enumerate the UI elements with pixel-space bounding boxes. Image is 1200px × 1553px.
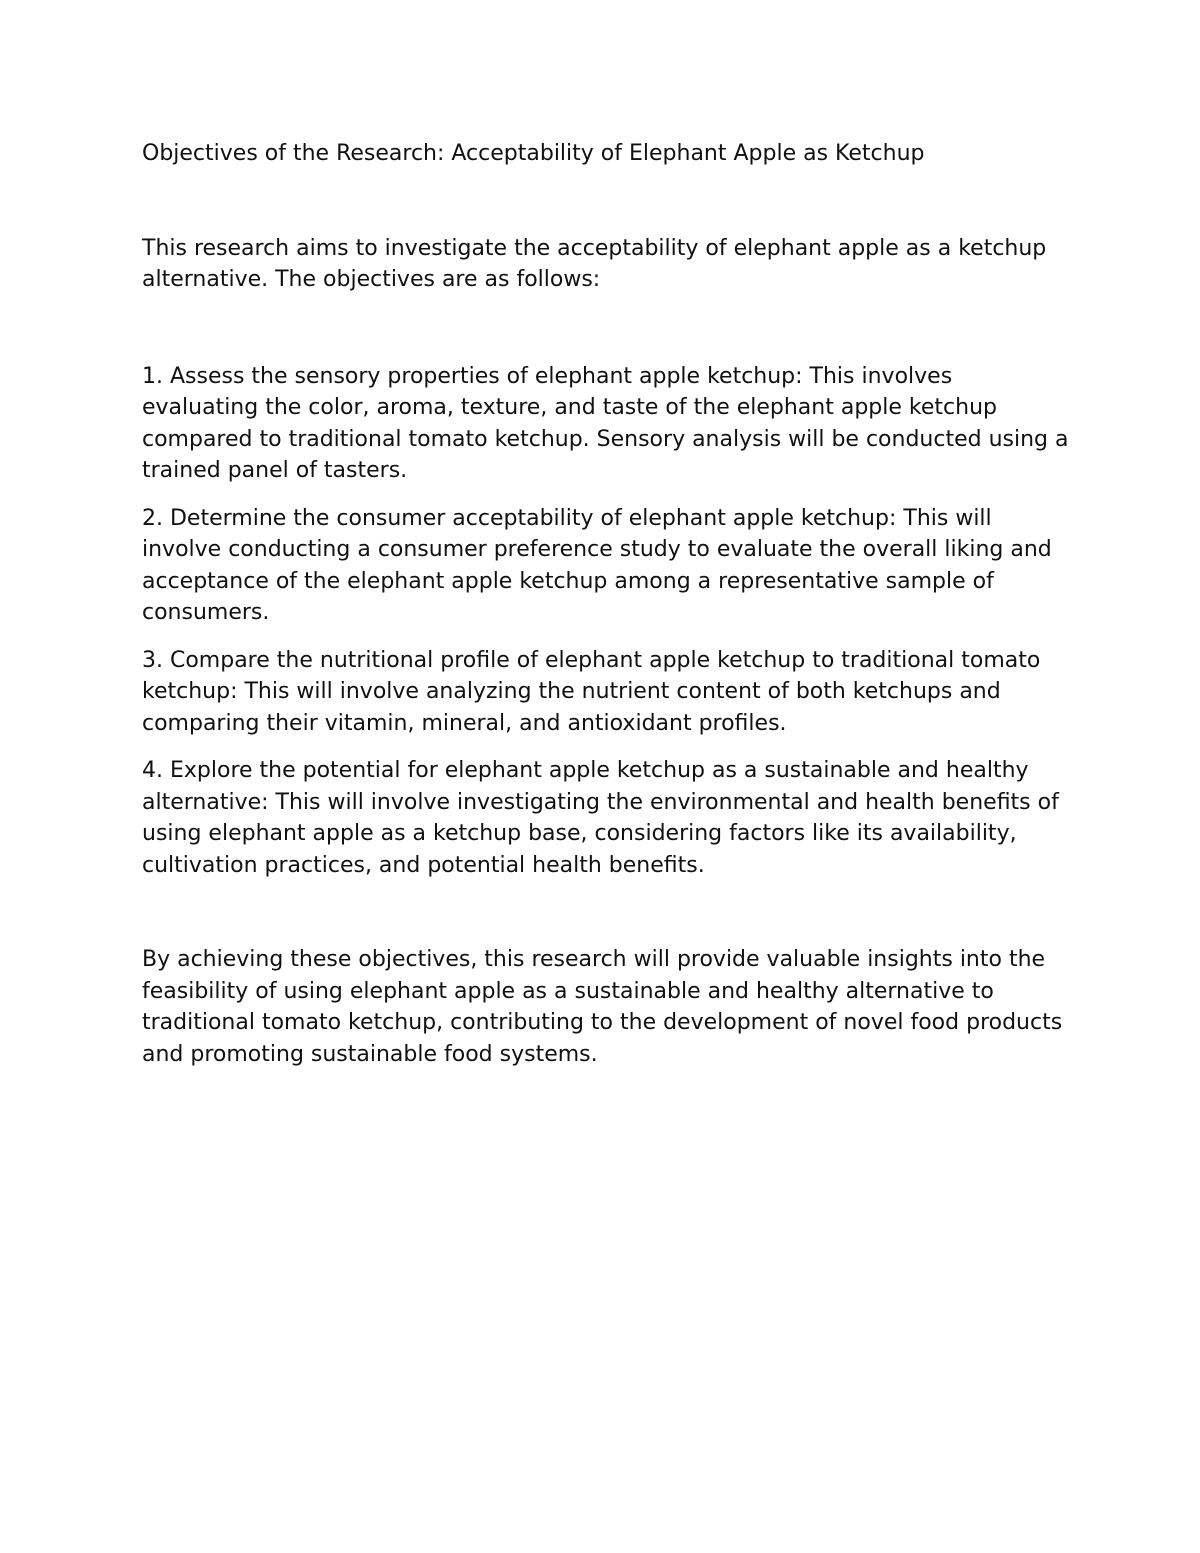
intro-paragraph: This research aims to investigate the acceptability of elephant apple as a ketchup alternative. The objectives are as follows: [142, 235, 1047, 292]
objective-item-4: 4. Explore the potential for elephant apple ketchup as a sustainable and healthy alternative: This will involve investigating the environmental and health benefits of using elephant apple as a ketchup base, considering factors like its availability, cultivation practices, and potential health benefits. [142, 758, 1059, 878]
document-title: Objectives of the Research: Acceptability of Elephant Apple as Ketchup [142, 141, 925, 166]
objectives-list [142, 361, 1072, 882]
document-page [142, 138, 1072, 1070]
objective-item-1: 1. Assess the sensory properties of elephant apple ketchup: This involves evaluating the color, aroma, texture, and taste of the elephant apple ketchup compared to traditional tomato ketchup. Sensory analysis will be conducted using a trained panel of tasters. [142, 363, 1069, 483]
objective-item-2: 2. Determine the consumer acceptability of elephant apple ketchup: This will involve conducting a consumer preference study to evaluate the overall liking and acceptance of the elephant apple ketchup among a representative sample of consumers. [142, 505, 1052, 625]
conclusion-paragraph: By achieving these objectives, this research will provide valuable insights into the feasibility of using elephant apple as a sustainable and healthy alternative to traditional tomato ketchup, contributing to the development of novel food products and promoting sustainable food systems. [142, 947, 1063, 1067]
objective-item-3: 3. Compare the nutritional profile of elephant apple ketchup to traditional tomato ketchup: This will involve analyzing the nutrient content of both ketchups and comparing their vitamin, mineral, and antioxidant profiles. [142, 647, 1041, 736]
